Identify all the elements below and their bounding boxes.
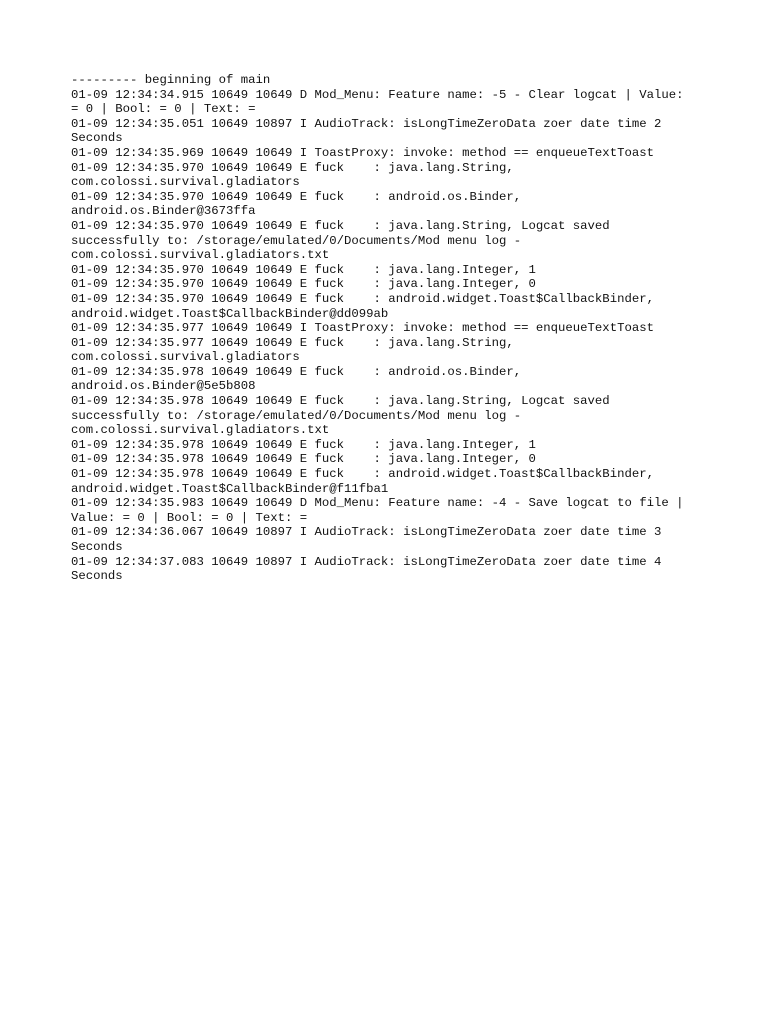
log-line: 01-09 12:34:34.915 10649 10649 D Mod_Menu: Feature name: -5 - Clear logcat | Value: [71, 87, 684, 102]
log-line: 01-09 12:34:35.970 10649 10649 E fuck : java.lang.String, Logcat saved [71, 218, 610, 233]
log-line: 01-09 12:34:35.051 10649 10897 I AudioTrack: isLongTimeZeroData zoer date time 2 [71, 116, 662, 131]
log-line: 01-09 12:34:35.970 10649 10649 E fuck : android.widget.Toast$CallbackBinder, [71, 291, 654, 306]
log-line: successfully to: /storage/emulated/0/Documents/Mod menu log - [71, 408, 522, 423]
log-line: 01-09 12:34:35.970 10649 10649 E fuck : java.lang.String, [71, 160, 514, 175]
log-line: 01-09 12:34:35.970 10649 10649 E fuck : android.os.Binder, [71, 189, 522, 204]
log-line: 01-09 12:34:35.983 10649 10649 D Mod_Menu: Feature name: -4 - Save logcat to file | [71, 496, 684, 511]
log-line: --------- beginning of main [71, 73, 271, 87]
log-line: android.widget.Toast$CallbackBinder@dd099ab [71, 306, 389, 321]
log-line: android.widget.Toast$CallbackBinder@f11fba1 [71, 481, 389, 496]
log-line: 01-09 12:34:35.978 10649 10649 E fuck : java.lang.Integer, 0 [71, 452, 536, 467]
log-line: Value: = 0 | Bool: = 0 | Text: = [71, 510, 308, 525]
log-line: 01-09 12:34:35.977 10649 10649 I ToastProxy: invoke: method == enqueueTextToast [71, 321, 654, 336]
log-line: 01-09 12:34:35.970 10649 10649 E fuck : java.lang.Integer, 1 [71, 262, 536, 277]
log-line: Seconds [71, 540, 123, 554]
log-line: Seconds [71, 131, 123, 146]
log-line: com.colossi.survival.gladiators.txt [71, 248, 330, 263]
log-line: 01-09 12:34:35.978 10649 10649 E fuck : java.lang.Integer, 1 [71, 437, 536, 452]
log-line: android.os.Binder@5e5b808 [71, 379, 256, 394]
log-line: com.colossi.survival.gladiators [71, 175, 300, 190]
log-line: 01-09 12:34:35.978 10649 10649 E fuck : android.widget.Toast$CallbackBinder, [71, 467, 654, 482]
log-line: 01-09 12:34:35.977 10649 10649 E fuck : java.lang.String, [71, 335, 514, 350]
log-line: 01-09 12:34:37.083 10649 10897 I AudioTrack: isLongTimeZeroData zoer date time 4 [71, 554, 662, 569]
log-line: com.colossi.survival.gladiators.txt [71, 423, 330, 438]
log-line: 01-09 12:34:35.970 10649 10649 E fuck : java.lang.Integer, 0 [71, 277, 536, 292]
log-line: 01-09 12:34:35.969 10649 10649 I ToastProxy: invoke: method == enqueueTextToast [71, 145, 654, 160]
log-line: Seconds [71, 569, 123, 584]
log-line: android.os.Binder@3673ffa [71, 204, 256, 219]
logcat-document [71, 73, 711, 584]
log-line: = 0 | Bool: = 0 | Text: = [71, 102, 256, 117]
log-line: 01-09 12:34:36.067 10649 10897 I AudioTrack: isLongTimeZeroData zoer date time 3 [71, 525, 662, 540]
log-line: 01-09 12:34:35.978 10649 10649 E fuck : android.os.Binder, [71, 364, 522, 379]
log-line: com.colossi.survival.gladiators [71, 350, 300, 365]
log-line: 01-09 12:34:35.978 10649 10649 E fuck : java.lang.String, Logcat saved [71, 394, 610, 409]
log-line: successfully to: /storage/emulated/0/Documents/Mod menu log - [71, 233, 522, 248]
